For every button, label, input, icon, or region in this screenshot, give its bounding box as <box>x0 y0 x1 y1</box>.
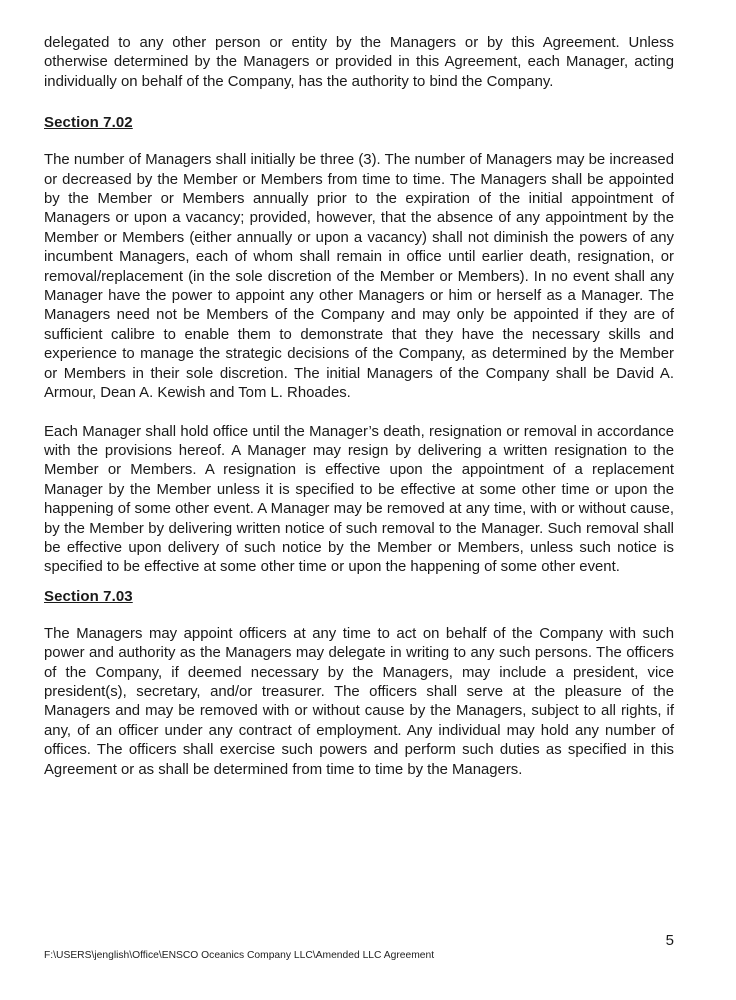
section-7-02-heading: Section 7.02 <box>44 114 133 132</box>
section-7-02-paragraph-2: Each Manager shall hold office until the Manager’s death, resignation or removal in accordance with the provisions hereof. A Manager may resign by delivering a written resignation to the Member or Members. A resignation is effective upon the appointment of a replacement Manager by the Member unless it is specified to be effective at some other time or upon the happening of some other event. A Manager may be removed at any time, with or without cause, by the Member by delivering written notice of such removal to the Manager. Such removal shall be effective upon delivery of such notice by the Member or Members, unless such notice is specified to be effective at some other time or upon the happening of some other event. <box>44 423 674 576</box>
section-7-02-paragraph-1: The number of Managers shall initially be three (3). The number of Managers may be increased or decreased by the Member or Members from time to time. The Managers shall be appointed by the Member or Members annually prior to the expiration of the initial appointment of Managers or upon a vacancy; provided, however, that the absence of any appointment by the Member or Members (either annually or upon a vacancy) shall not diminish the powers of any incumbent Managers, each of whom shall remain in office until earlier death, resignation, or removal/replacement (in the sole discretion of the Member or Members). In no event shall any Manager have the power to appoint any other Managers or him or herself as a Manager. The Managers need not be Members of the Company and may only be appointed if they are of sufficient calibre to enable them to demonstrate that they have the necessary skills and experience to manage the strategic decisions of the Company, as determined by the Member or Members in their sole discretion. The initial Managers of the Company shall be David A. Armour, Dean A. Kewish and Tom L. Rhoades. <box>44 152 674 402</box>
section-7-03-paragraph-1: The Managers may appoint officers at any time to act on behalf of the Company with such power and authority as the Managers may delegate in writing to any such persons. The officers of the Company, if deemed necessary by the Managers, may include a president, vice president(s), secretary, and/or treasurer. The officers shall serve at the pleasure of the Managers and may be removed with or without cause by the Managers, subject to all rights, if any, of an officer under any contract of employment. Any individual may hold any number of offices. The officers shall exercise such powers and perform such duties as specified in this Agreement or as shall be determined from time to time by the Managers. <box>44 625 674 778</box>
intro-paragraph: delegated to any other person or entity by the Managers or by this Agreement. Unless otherwise determined by the Managers or provided in this Agreement, each Manager, acting individually on behalf of the Company, has the authority to bind the Company. <box>44 35 674 90</box>
footer-file-path: F:\USERS\jenglish\Office\ENSCO Oceanics Company LLC\Amended LLC Agreement <box>44 950 435 961</box>
section-7-03-heading: Section 7.03 <box>44 587 133 605</box>
document-body <box>44 34 674 780</box>
page-number: 5 <box>665 932 674 949</box>
